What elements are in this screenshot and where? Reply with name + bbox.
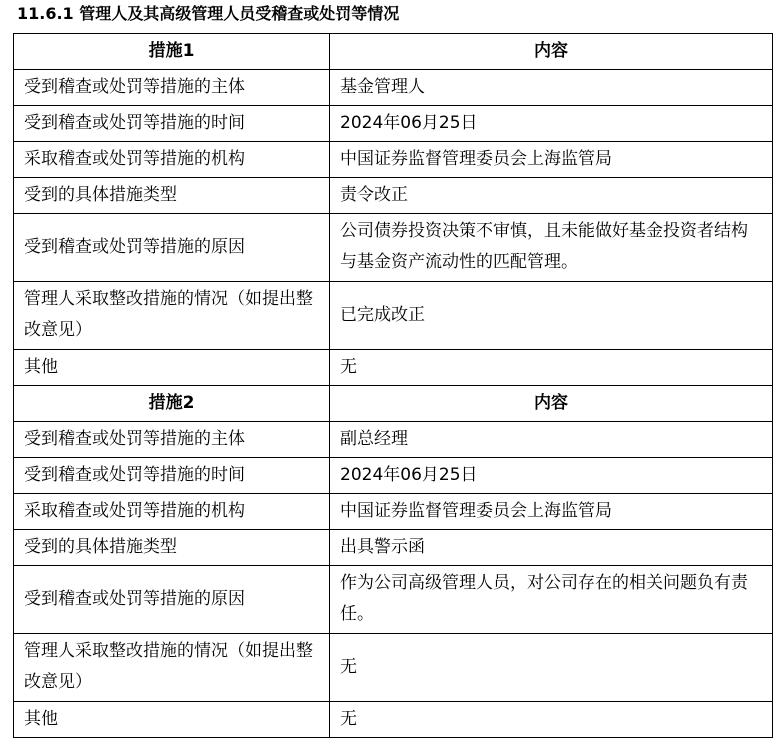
row-value: 2024年06月25日	[330, 458, 773, 494]
table-row	[14, 142, 773, 178]
row-label: 受到的具体措施类型	[14, 530, 330, 566]
row-label: 受到稽查或处罚等措施的主体	[14, 422, 330, 458]
row-value: 副总经理	[330, 422, 773, 458]
row-value: 无	[330, 634, 773, 702]
header-measure-1: 措施1	[14, 34, 330, 70]
row-label: 受到稽查或处罚等措施的时间	[14, 106, 330, 142]
row-value: 无	[330, 350, 773, 386]
row-value: 无	[330, 702, 773, 738]
row-value: 出具警示函	[330, 530, 773, 566]
row-value: 2024年06月25日	[330, 106, 773, 142]
table-row	[14, 178, 773, 214]
table-row	[14, 494, 773, 530]
table-header-row	[14, 386, 773, 422]
table-row	[14, 350, 773, 386]
row-value: 责令改正	[330, 178, 773, 214]
row-label: 受到的具体措施类型	[14, 178, 330, 214]
row-value: 已完成改正	[330, 282, 773, 350]
row-label: 其他	[14, 702, 330, 738]
table-header-row	[14, 34, 773, 70]
table-row	[14, 566, 773, 634]
row-value: 中国证券监督管理委员会上海监管局	[330, 494, 773, 530]
section-title: 11.6.1 管理人及其高级管理人员受稽查或处罚等情况	[17, 4, 400, 23]
header-content: 内容	[330, 34, 773, 70]
row-label: 管理人采取整改措施的情况（如提出整改意见）	[14, 634, 330, 702]
row-value: 中国证券监督管理委员会上海监管局	[330, 142, 773, 178]
table-row	[14, 106, 773, 142]
header-content: 内容	[330, 386, 773, 422]
row-value: 作为公司高级管理人员，对公司存在的相关问题负有责任。	[330, 566, 773, 634]
table-row	[14, 70, 773, 106]
row-label: 其他	[14, 350, 330, 386]
row-label: 采取稽查或处罚等措施的机构	[14, 494, 330, 530]
row-label: 受到稽查或处罚等措施的时间	[14, 458, 330, 494]
row-value: 公司债券投资决策不审慎，且未能做好基金投资者结构与基金资产流动性的匹配管理。	[330, 214, 773, 282]
table-row	[14, 214, 773, 282]
row-value: 基金管理人	[330, 70, 773, 106]
row-label: 受到稽查或处罚等措施的原因	[14, 214, 330, 282]
row-label: 采取稽查或处罚等措施的机构	[14, 142, 330, 178]
table-row	[14, 530, 773, 566]
row-label: 管理人采取整改措施的情况（如提出整改意见）	[14, 282, 330, 350]
row-label: 受到稽查或处罚等措施的主体	[14, 70, 330, 106]
sanctions-table	[13, 33, 773, 738]
table-row	[14, 634, 773, 702]
header-measure-2: 措施2	[14, 386, 330, 422]
table-row	[14, 422, 773, 458]
row-label: 受到稽查或处罚等措施的原因	[14, 566, 330, 634]
table-row	[14, 702, 773, 738]
table-row	[14, 458, 773, 494]
table-row	[14, 282, 773, 350]
